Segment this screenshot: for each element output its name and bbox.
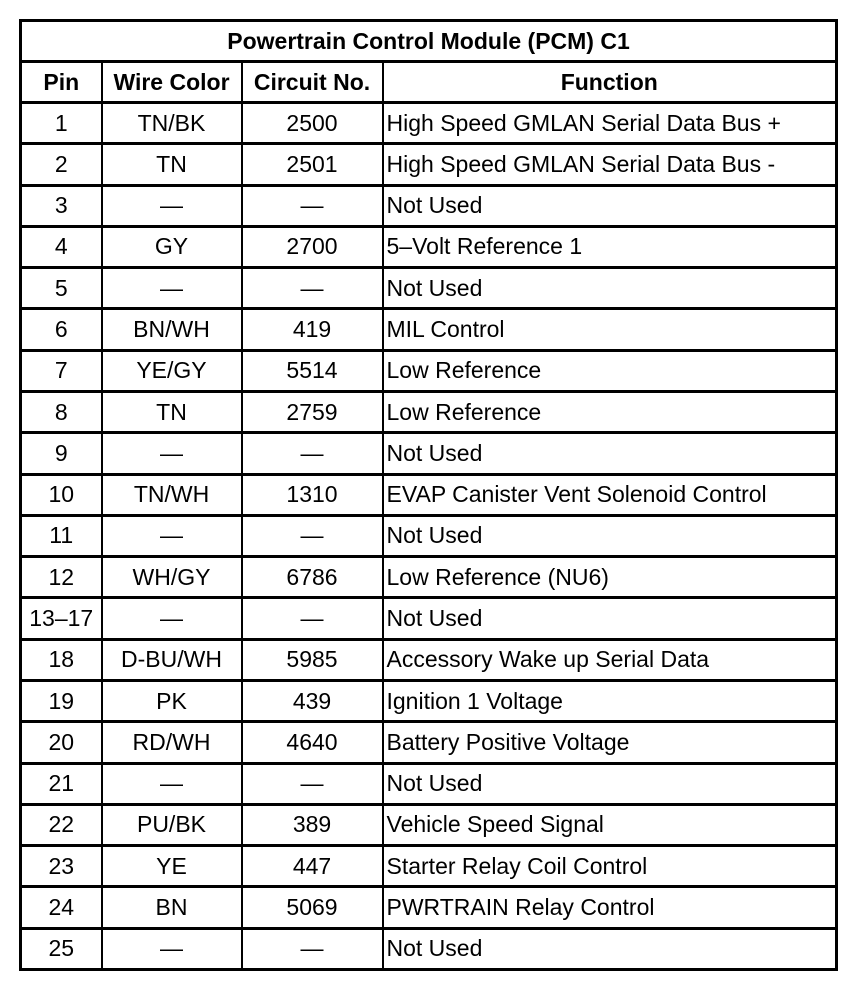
wire-color-cell: D-BU/WH (102, 639, 242, 680)
table-row (21, 103, 837, 144)
wire-color-cell: GY (102, 226, 242, 267)
circuit-cell: 5069 (242, 887, 383, 928)
circuit-cell: — (242, 928, 383, 969)
circuit-cell: 6786 (242, 557, 383, 598)
table-row (21, 226, 837, 267)
circuit-cell: 389 (242, 804, 383, 845)
pin-cell: 4 (21, 226, 102, 267)
table-row (21, 846, 837, 887)
pin-cell: 9 (21, 433, 102, 474)
pin-cell: 23 (21, 846, 102, 887)
circuit-cell: — (242, 433, 383, 474)
function-cell: Ignition 1 Voltage (383, 680, 837, 721)
pin-cell: 13–17 (21, 598, 102, 639)
table-row (21, 598, 837, 639)
function-cell: Not Used (383, 928, 837, 969)
function-cell: Starter Relay Coil Control (383, 846, 837, 887)
circuit-cell: 419 (242, 309, 383, 350)
wire-color-cell: YE (102, 846, 242, 887)
function-cell: Low Reference (383, 391, 837, 432)
header-pin: Pin (21, 62, 102, 103)
circuit-cell: — (242, 185, 383, 226)
function-cell: High Speed GMLAN Serial Data Bus + (383, 103, 837, 144)
table-title-row (21, 21, 837, 62)
wire-color-cell: — (102, 763, 242, 804)
circuit-cell: 2501 (242, 144, 383, 185)
pin-cell: 20 (21, 722, 102, 763)
table-row (21, 887, 837, 928)
wire-color-cell: RD/WH (102, 722, 242, 763)
function-cell: MIL Control (383, 309, 837, 350)
wire-color-cell: — (102, 268, 242, 309)
pin-cell: 6 (21, 309, 102, 350)
pin-cell: 22 (21, 804, 102, 845)
pin-cell: 10 (21, 474, 102, 515)
pcm-connector-table (19, 19, 838, 971)
table-row (21, 639, 837, 680)
pin-cell: 3 (21, 185, 102, 226)
wire-color-cell: — (102, 598, 242, 639)
function-cell: 5–Volt Reference 1 (383, 226, 837, 267)
table-row (21, 268, 837, 309)
pin-cell: 1 (21, 103, 102, 144)
wire-color-cell: PU/BK (102, 804, 242, 845)
circuit-cell: — (242, 598, 383, 639)
function-cell: Vehicle Speed Signal (383, 804, 837, 845)
wire-color-cell: WH/GY (102, 557, 242, 598)
wire-color-cell: — (102, 928, 242, 969)
table-row (21, 309, 837, 350)
table-row (21, 680, 837, 721)
wire-color-cell: TN (102, 391, 242, 432)
function-cell: PWRTRAIN Relay Control (383, 887, 837, 928)
circuit-cell: 2759 (242, 391, 383, 432)
pin-cell: 24 (21, 887, 102, 928)
table-row (21, 433, 837, 474)
function-cell: EVAP Canister Vent Solenoid Control (383, 474, 837, 515)
table-row (21, 804, 837, 845)
wire-color-cell: PK (102, 680, 242, 721)
header-circuit-no: Circuit No. (242, 62, 383, 103)
function-cell: Not Used (383, 433, 837, 474)
wire-color-cell: — (102, 433, 242, 474)
header-wire-color: Wire Color (102, 62, 242, 103)
table-header-row (21, 62, 837, 103)
wire-color-cell: — (102, 515, 242, 556)
pin-cell: 12 (21, 557, 102, 598)
wire-color-cell: BN (102, 887, 242, 928)
pin-cell: 5 (21, 268, 102, 309)
function-cell: Not Used (383, 515, 837, 556)
circuit-cell: 1310 (242, 474, 383, 515)
function-cell: Not Used (383, 268, 837, 309)
table-row (21, 144, 837, 185)
pin-cell: 8 (21, 391, 102, 432)
circuit-cell: — (242, 515, 383, 556)
function-cell: Battery Positive Voltage (383, 722, 837, 763)
function-cell: Not Used (383, 763, 837, 804)
function-cell: High Speed GMLAN Serial Data Bus - (383, 144, 837, 185)
function-cell: Accessory Wake up Serial Data (383, 639, 837, 680)
circuit-cell: 439 (242, 680, 383, 721)
wire-color-cell: TN/BK (102, 103, 242, 144)
circuit-cell: 5514 (242, 350, 383, 391)
table-row (21, 515, 837, 556)
table-row (21, 474, 837, 515)
wire-color-cell: TN (102, 144, 242, 185)
table-row (21, 185, 837, 226)
table-title: Powertrain Control Module (PCM) C1 (21, 21, 837, 62)
circuit-cell: — (242, 763, 383, 804)
wire-color-cell: TN/WH (102, 474, 242, 515)
circuit-cell: 2700 (242, 226, 383, 267)
circuit-cell: 2500 (242, 103, 383, 144)
pin-cell: 7 (21, 350, 102, 391)
table-row (21, 350, 837, 391)
table-row (21, 763, 837, 804)
function-cell: Low Reference (383, 350, 837, 391)
pin-cell: 2 (21, 144, 102, 185)
pin-cell: 18 (21, 639, 102, 680)
table-row (21, 928, 837, 969)
circuit-cell: 447 (242, 846, 383, 887)
pin-cell: 19 (21, 680, 102, 721)
pin-cell: 11 (21, 515, 102, 556)
function-cell: Not Used (383, 185, 837, 226)
table-row (21, 557, 837, 598)
wire-color-cell: — (102, 185, 242, 226)
table-row (21, 722, 837, 763)
circuit-cell: — (242, 268, 383, 309)
wire-color-cell: YE/GY (102, 350, 242, 391)
table-row (21, 391, 837, 432)
function-cell: Not Used (383, 598, 837, 639)
circuit-cell: 4640 (242, 722, 383, 763)
header-function: Function (383, 62, 837, 103)
circuit-cell: 5985 (242, 639, 383, 680)
wire-color-cell: BN/WH (102, 309, 242, 350)
function-cell: Low Reference (NU6) (383, 557, 837, 598)
table-body (21, 103, 837, 970)
pin-cell: 25 (21, 928, 102, 969)
pin-cell: 21 (21, 763, 102, 804)
